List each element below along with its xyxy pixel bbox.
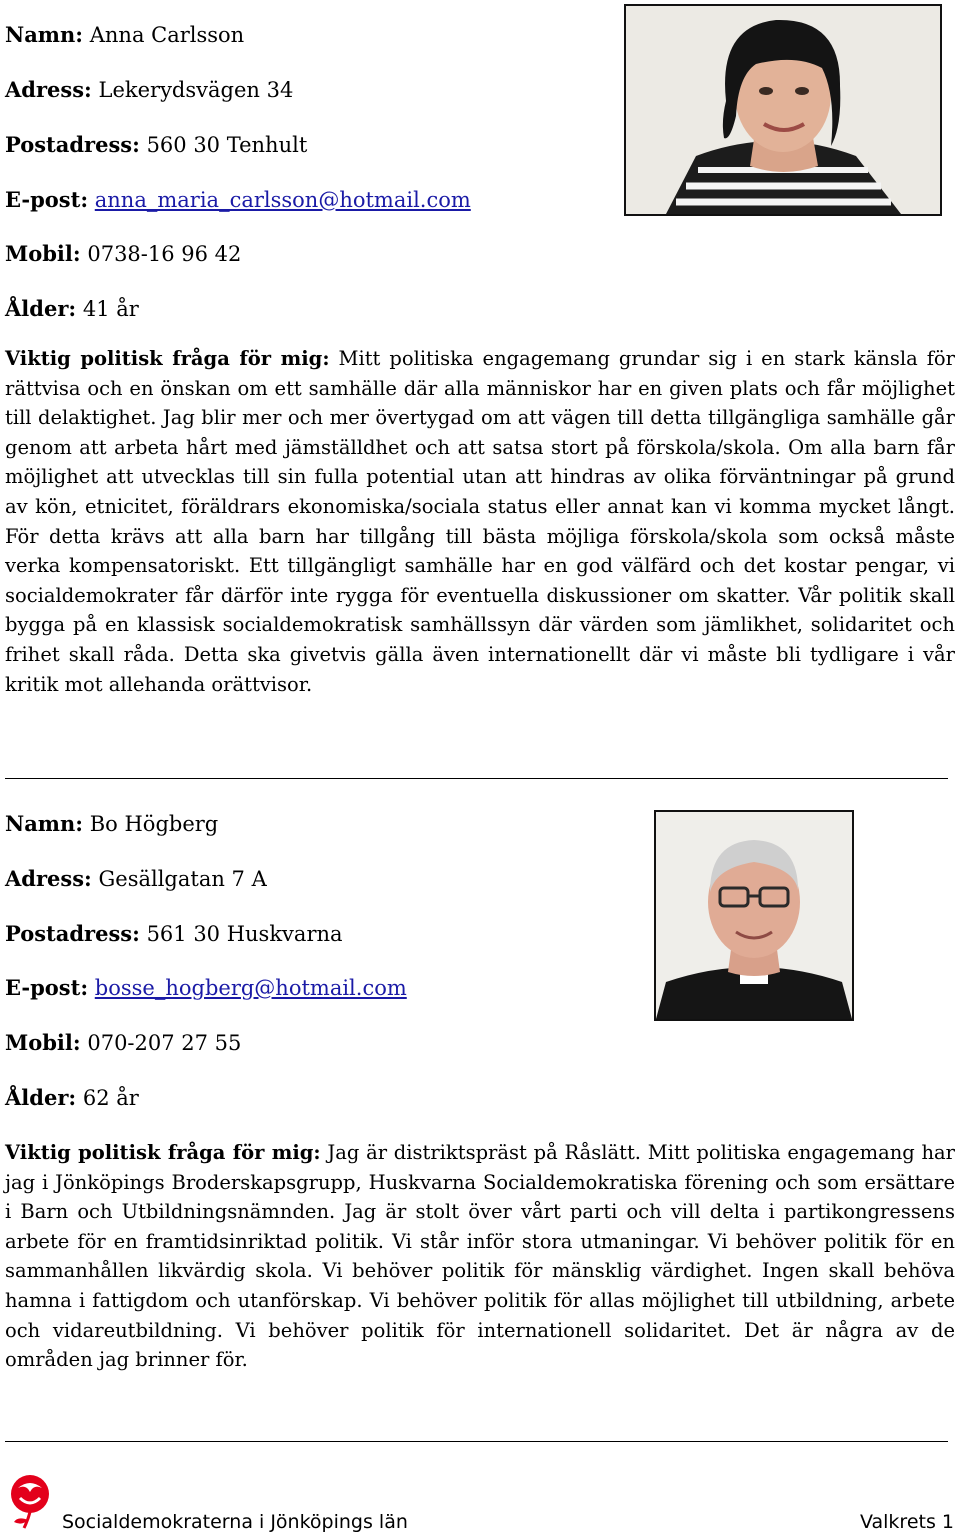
issue-text: Mitt politiska engagemang grundar sig i en stark känsla för rättvisa och en önskan om ett samhälle där alla människor har en given plats och får möjlighet till delaktighet. Jag blir mer och mer övertygad om att vägen till detta tillgängliga samhälle går genom att arbeta hårt med jämställdhet och att satsa stort på förskola/skola. Om alla barn får möjlighet att utvecklas till sin fulla potential utan att hindras av olika förväntningar på grund av kön, etnicitet, föräldrars ekonomiska/sociala status eller annat kan vi komma mycket långt. För detta krävs att alla barn har tillgång till bästa möjliga förskola/skola som också måste verka kompensatoriskt. Ett tillgängligt samhälle har en god välfärd och det kostar pengar, vi socialdemokrater får därför inte rygga för eventuella diskussioner om skatter. Vår politik skall bygga på en klassisk socialdemokratisk samhällssyn där värden som jämlikhet, solidaritet och frihet skall råda. Detta ska givetvis gälla även internationellt där vi måste bli tydligare i vår kritik mot allehanda orättvisor. <box>5 347 955 696</box>
email-link[interactable]: bosse_hogberg@hotmail.com <box>94 976 407 1000</box>
age-label: Ålder: <box>5 1085 77 1110</box>
age-value: 41 år <box>82 297 139 321</box>
address-value: Gesällgatan 7 A <box>98 867 267 891</box>
age-label: Ålder: <box>5 296 77 321</box>
issue-text: Jag är distriktspräst på Råslätt. Mitt politiska engagemang har jag i Jönköpings Broderskapsgrupp, Huskvarna Socialdemokratiska förening och som ersättare i Barn och Utbildningsnämnden. Jag är stolt över vårt parti och vill delta i partikongressens arbete för en framtidsinriktad politik. Vi står inför stora utmaningar. Vi behöver politik för en sammanhållen likvärdig skola. Vi behöver politik för mänsklig värdighet. Ingen skall behöva hamna i fattigdom och utanförskap. Vi behöver politik för allas möjlighet till utbildning, arbete och vidareutbildning. Vi behöver politik för internationell solidaritet. Det är några av de områden jag brinner för. <box>5 1141 956 1372</box>
mobile-label: Mobil: <box>5 241 81 266</box>
issue-label: Viktig politisk fråga för mig: <box>5 347 330 370</box>
person2-postal-row <box>5 921 343 947</box>
age-value: 62 år <box>82 1086 139 1110</box>
name-value: Anna Carlsson <box>89 23 245 47</box>
footer-divider <box>5 1441 948 1442</box>
postal-label: Postadress: <box>5 921 140 946</box>
mobile-label: Mobil: <box>5 1030 81 1055</box>
section-divider <box>5 778 948 779</box>
name-label: Namn: <box>5 811 84 836</box>
person2-photo <box>654 810 854 1021</box>
person2-mobile-row <box>5 1030 241 1056</box>
person1-name-row <box>5 22 244 48</box>
mobile-value: 070-207 27 55 <box>87 1031 242 1055</box>
rose-logo-svg <box>4 1470 58 1532</box>
person1-issue-paragraph <box>5 344 955 699</box>
person1-photo <box>624 4 942 216</box>
address-label: Adress: <box>5 866 92 891</box>
person2-email-row <box>5 975 407 1001</box>
postal-value: 560 30 Tenhult <box>146 133 308 157</box>
portrait-man-icon <box>656 812 852 1019</box>
person1-mobile-row <box>5 241 241 267</box>
postal-label: Postadress: <box>5 132 140 157</box>
name-label: Namn: <box>5 22 84 47</box>
footer-district: Valkrets 1 <box>859 1511 954 1533</box>
person1-age-row <box>5 296 139 322</box>
mobile-value: 0738-16 96 42 <box>87 242 242 266</box>
issue-label: Viktig politisk fråga för mig: <box>5 1141 321 1164</box>
email-label: E-post: <box>5 187 89 212</box>
postal-value: 561 30 Huskvarna <box>146 922 343 946</box>
email-label: E-post: <box>5 975 89 1000</box>
portrait-woman-icon <box>626 6 940 214</box>
person1-email-row <box>5 187 471 213</box>
person1-address-row <box>5 77 293 103</box>
person2-issue-paragraph <box>5 1138 955 1375</box>
address-value: Lekerydsvägen 34 <box>98 78 294 102</box>
person1-postal-row <box>5 132 307 158</box>
footer-organization: Socialdemokraterna i Jönköpings län <box>62 1511 408 1533</box>
rose-logo-icon <box>4 1470 58 1532</box>
email-link[interactable]: anna_maria_carlsson@hotmail.com <box>94 188 471 212</box>
person2-address-row <box>5 866 267 892</box>
address-label: Adress: <box>5 77 92 102</box>
person2-age-row <box>5 1085 139 1111</box>
person2-name-row <box>5 811 218 837</box>
name-value: Bo Högberg <box>89 812 219 836</box>
